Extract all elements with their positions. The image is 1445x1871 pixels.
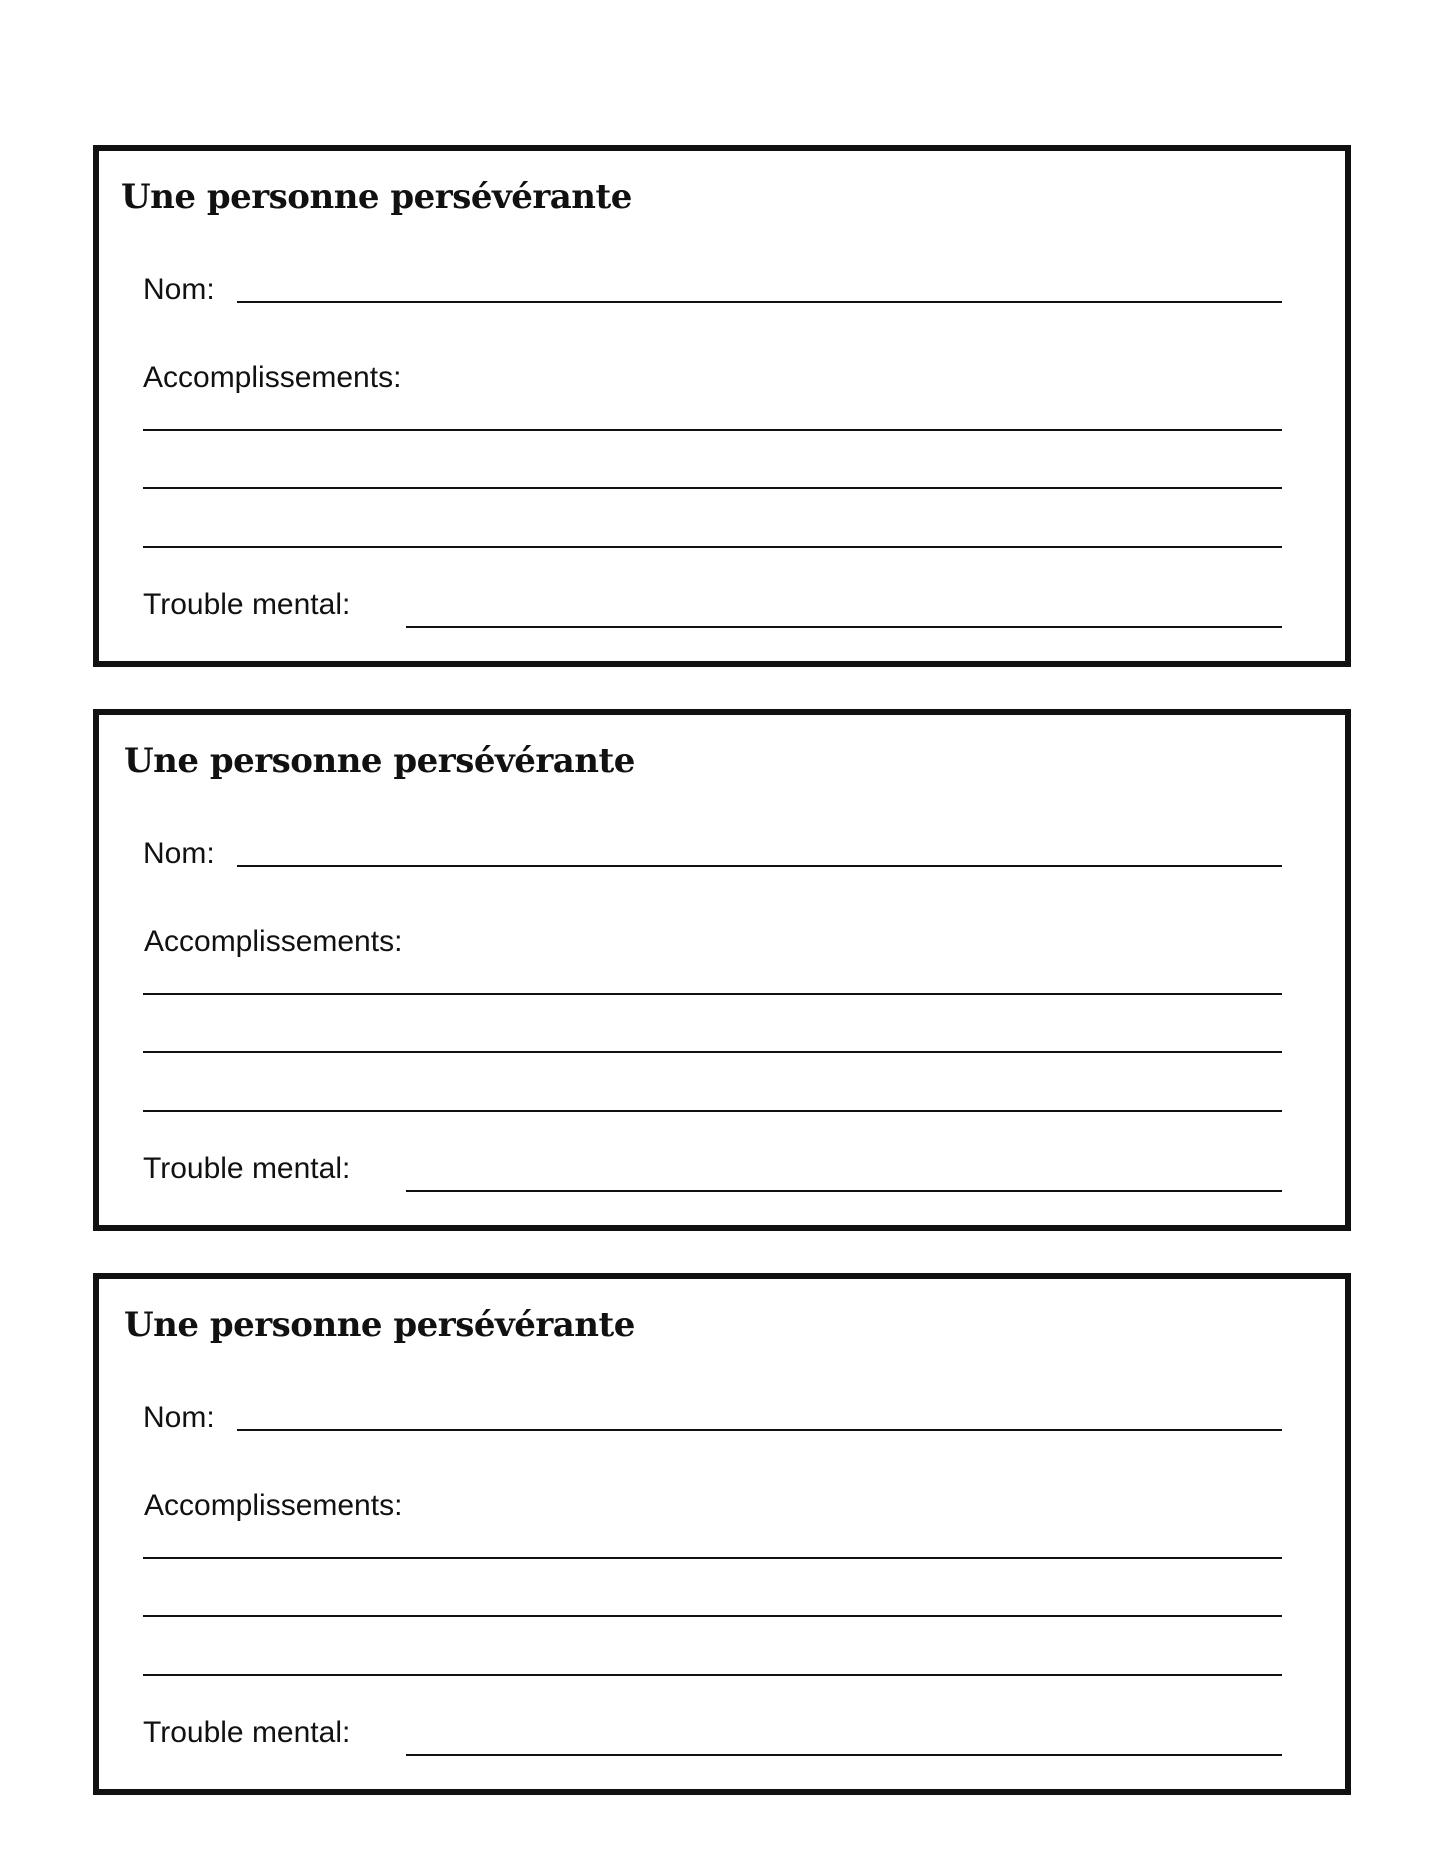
- name-label: Nom:: [143, 273, 215, 306]
- mental-disorder-label: Trouble mental:: [143, 1716, 351, 1749]
- mental-disorder-field-line[interactable]: [406, 1190, 1282, 1192]
- worksheet-card-1: [93, 145, 1351, 667]
- accomplishments-line-1[interactable]: [143, 1557, 1282, 1559]
- accomplishments-label: Accomplissements:: [143, 361, 402, 394]
- accomplishments-label: Accomplissements:: [144, 1489, 403, 1522]
- accomplishments-line-2[interactable]: [143, 1615, 1282, 1617]
- name-label: Nom:: [143, 837, 215, 870]
- mental-disorder-field-line[interactable]: [406, 626, 1282, 628]
- card-title: Une personne persévérante: [121, 177, 632, 217]
- accomplishments-line-1[interactable]: [143, 429, 1282, 431]
- accomplishments-line-2[interactable]: [143, 1051, 1282, 1053]
- name-field-line[interactable]: [237, 1429, 1282, 1431]
- mental-disorder-label: Trouble mental:: [143, 588, 351, 621]
- card-title: Une personne persévérante: [124, 741, 635, 781]
- accomplishments-line-3[interactable]: [143, 1674, 1282, 1676]
- worksheet-card-2: [93, 709, 1351, 1231]
- mental-disorder-field-line[interactable]: [406, 1754, 1282, 1756]
- card-title: Une personne persévérante: [124, 1305, 635, 1345]
- accomplishments-line-3[interactable]: [143, 546, 1282, 548]
- accomplishments-label: Accomplissements:: [144, 925, 403, 958]
- accomplishments-line-1[interactable]: [143, 993, 1282, 995]
- name-field-line[interactable]: [237, 301, 1282, 303]
- worksheet-card-3: [93, 1273, 1351, 1795]
- name-label: Nom:: [143, 1401, 215, 1434]
- name-field-line[interactable]: [237, 865, 1282, 867]
- accomplishments-line-2[interactable]: [143, 487, 1282, 489]
- accomplishments-line-3[interactable]: [143, 1110, 1282, 1112]
- mental-disorder-label: Trouble mental:: [143, 1152, 351, 1185]
